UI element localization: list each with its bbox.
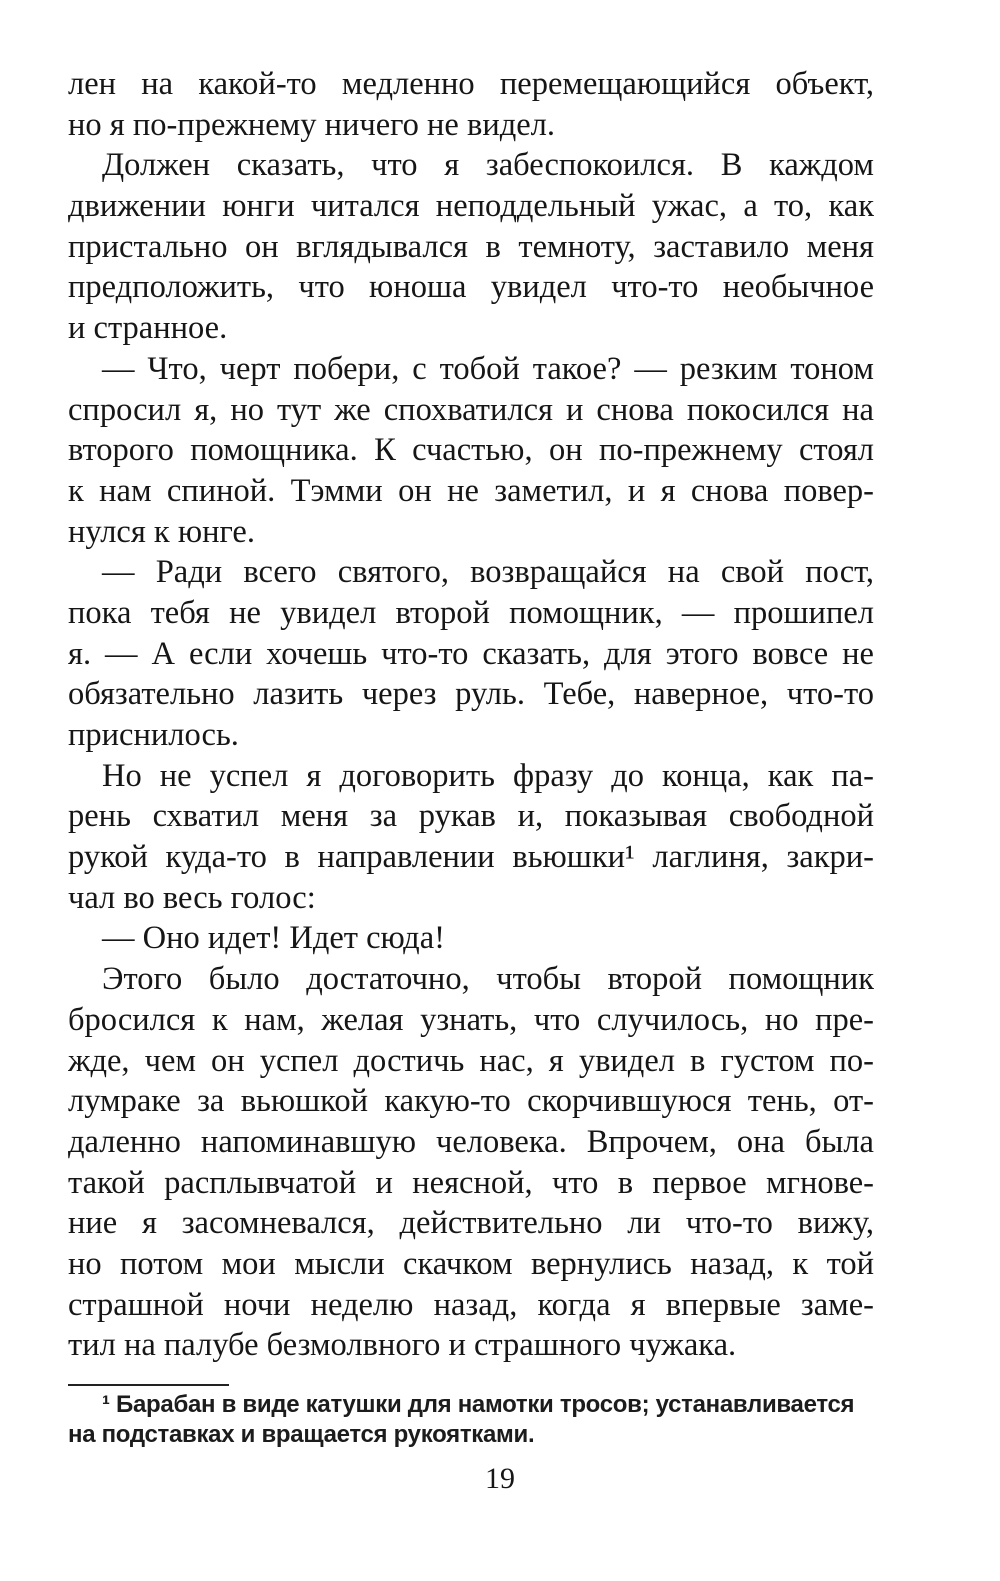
text-line: но я по-прежнему ничего не видел. — [68, 106, 556, 143]
text-line: ние я засомневался, действительно ли что-то вижу, — [68, 1205, 874, 1242]
text-line: обязательно лазить через руль. Тебе, наверное, что-то — [68, 676, 874, 713]
text-line: пристально он вглядывался в темноту, заставило меня — [68, 228, 874, 265]
text-line: страшной ночи неделю назад, когда я впервые заме- — [68, 1286, 874, 1323]
text-line: — Ради всего святого, возвращайся на свой пост, — [102, 554, 874, 591]
text-line: жде, чем он успел достичь нас, я увидел в густом по- — [68, 1042, 874, 1079]
text-line: движении юнги читался неподдельный ужас, а то, как — [68, 188, 874, 225]
body-text — [68, 64, 874, 1366]
text-line: я. — А если хочешь что-то сказать, для этого вовсе не — [68, 635, 874, 672]
text-line: лумраке за вьюшкой какую-то скорчившуюся тень, от- — [68, 1083, 874, 1120]
text-line: лен на какой-то медленно перемещающийся объект, — [68, 66, 874, 102]
text-line: — Что, черт побери, с тобой такое? — резким тоном — [102, 350, 874, 387]
footnote-line: ¹ Барабан в виде катушки для намотки тросов; устанавливается — [102, 1391, 855, 1418]
text-line: рукой куда-то в направлении вьюшки¹ лаглиня, закри- — [68, 839, 874, 876]
text-line: рень схватил меня за рукав и, показывая свободной — [68, 798, 874, 835]
text-line: бросился к нам, желая узнать, что случилось, но пре- — [68, 1001, 874, 1038]
text-line: приснилось. — [68, 717, 239, 753]
footnote — [68, 1390, 874, 1450]
text-line: Этого было достаточно, чтобы второй помощник — [102, 961, 874, 998]
text-line: Должен сказать, что я забеспокоился. В каждом — [102, 147, 874, 184]
text-line: — Оно идет! Идет сюда! — [102, 920, 445, 957]
text-line: спросил я, но тут же спохватился и снова покосился на — [68, 391, 874, 428]
text-line: такой расплывчатой и неясной, что в первое мгнове- — [68, 1164, 874, 1201]
text-line: даленно напоминавшую человека. Впрочем, она была — [68, 1123, 874, 1160]
text-line: но потом мои мысли скачком вернулись назад, к той — [68, 1245, 874, 1282]
text-line: и странное. — [68, 310, 228, 347]
text-line: предположить, что юноша увидел что-то необычное — [68, 269, 874, 306]
text-line: пока тебя не увидел второй помощник, — прошипел — [68, 594, 874, 631]
footnote-divider — [68, 1384, 229, 1386]
text-line: чал во весь голос: — [68, 879, 316, 916]
text-line: второго помощника. К счастью, он по-прежнему стоял — [68, 432, 874, 469]
text-line: тил на палубе безмолвного и страшного чужака. — [68, 1327, 737, 1364]
text-line: к нам спиной. Тэмми он не заметил, и я снова повер- — [68, 472, 874, 509]
footnote-line: на подставках и вращается рукоятками. — [68, 1421, 535, 1448]
page-number: 19 — [485, 1462, 515, 1495]
text-line: Но не успел я договорить фразу до конца, как па- — [102, 757, 874, 794]
text-line: нулся к юнге. — [68, 513, 255, 550]
